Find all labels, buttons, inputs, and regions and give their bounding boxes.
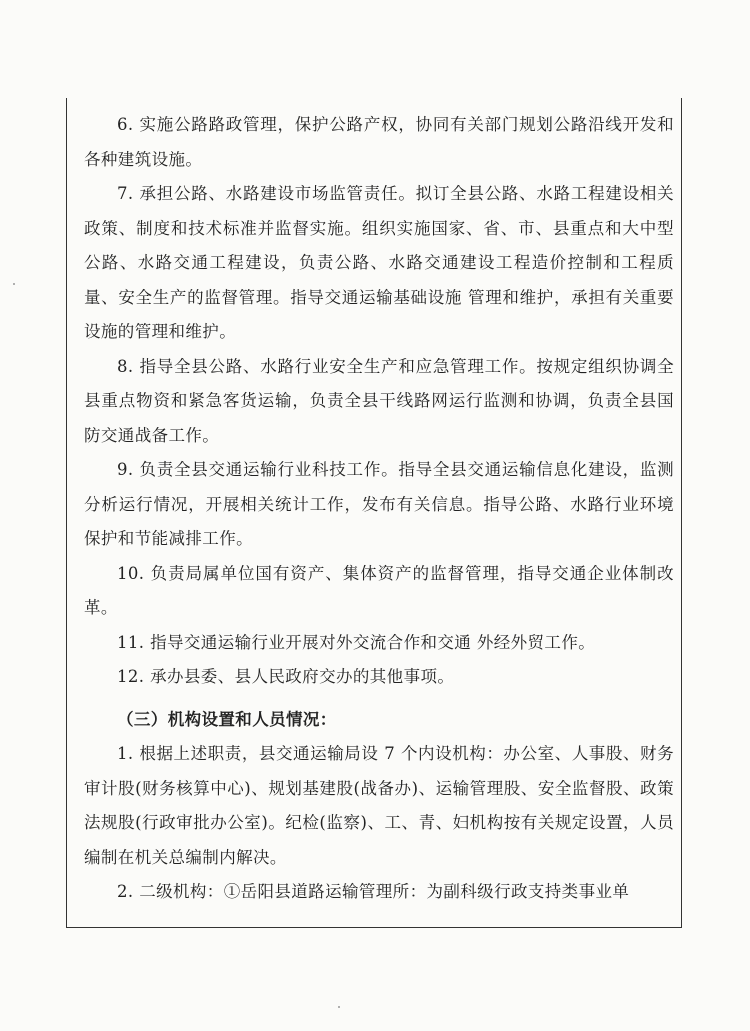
paragraph-item-6: 6. 实施公路路政管理，保护公路产权，协同有关部门规划公路沿线开发和各种建筑设施。 [84, 115, 674, 169]
scan-speck [338, 1006, 340, 1008]
document-body [84, 108, 674, 910]
paragraph-item-11: 11. 指导交通运输行业开展对外交流合作和交通 外经外贸工作。 [117, 632, 596, 652]
paragraph-item-10: 10. 负责局属单位国有资产、集体资产的监督管理，指导交通企业体制改革。 [84, 563, 674, 617]
paragraph-item-12: 12. 承办县委、县人民政府交办的其他事项。 [117, 667, 455, 686]
scan-speck [13, 283, 15, 285]
paragraph-item-7: 7. 承担公路、水路建设市场监管责任。拟订全县公路、水路工程建设相关政策、制度和技术标准并监督实施。组织实施国家、省、市、县重点和大中型公路、水路交通工程建设，负责公路、水路交通建设工程造价控制和工程质量、安全生产的监督管理。指导交通运输基础设施 管理和维护，承担有关重要设施的管理和维护。 [84, 184, 674, 341]
paragraph-item-9: 9. 负责全县交通运输行业科技工作。指导全县交通运输信息化建设，监测分析运行情况，开展相关统计工作，发布有关信息。指导公路、水路行业环境保护和节能减排工作。 [84, 460, 674, 548]
section-heading: （三）机构设置和人员情况： [117, 709, 337, 729]
paragraph-org-1: 1. 根据上述职责，县交通运输局设 7 个内设机构：办公室、人事股、财务审计股(财务核算中心)、规划基建股(战备办)、运输管理股、安全监督股、政策法规股(行政审批办公室)。纪检(监察)、工、青、妇机构按有关规定设置，人员编制在机关总编制内解决。 [84, 744, 674, 867]
paragraph-org-2: 2. 二级机构：①岳阳县道路运输管理所：为副科级行政支持类事业单 [117, 882, 630, 901]
paragraph-item-8: 8. 指导全县公路、水路行业安全生产和应急管理工作。按规定组织协调全县重点物资和紧急客货运输，负责全县干线路网运行监测和协调，负责全县国防交通战备工作。 [84, 356, 674, 445]
